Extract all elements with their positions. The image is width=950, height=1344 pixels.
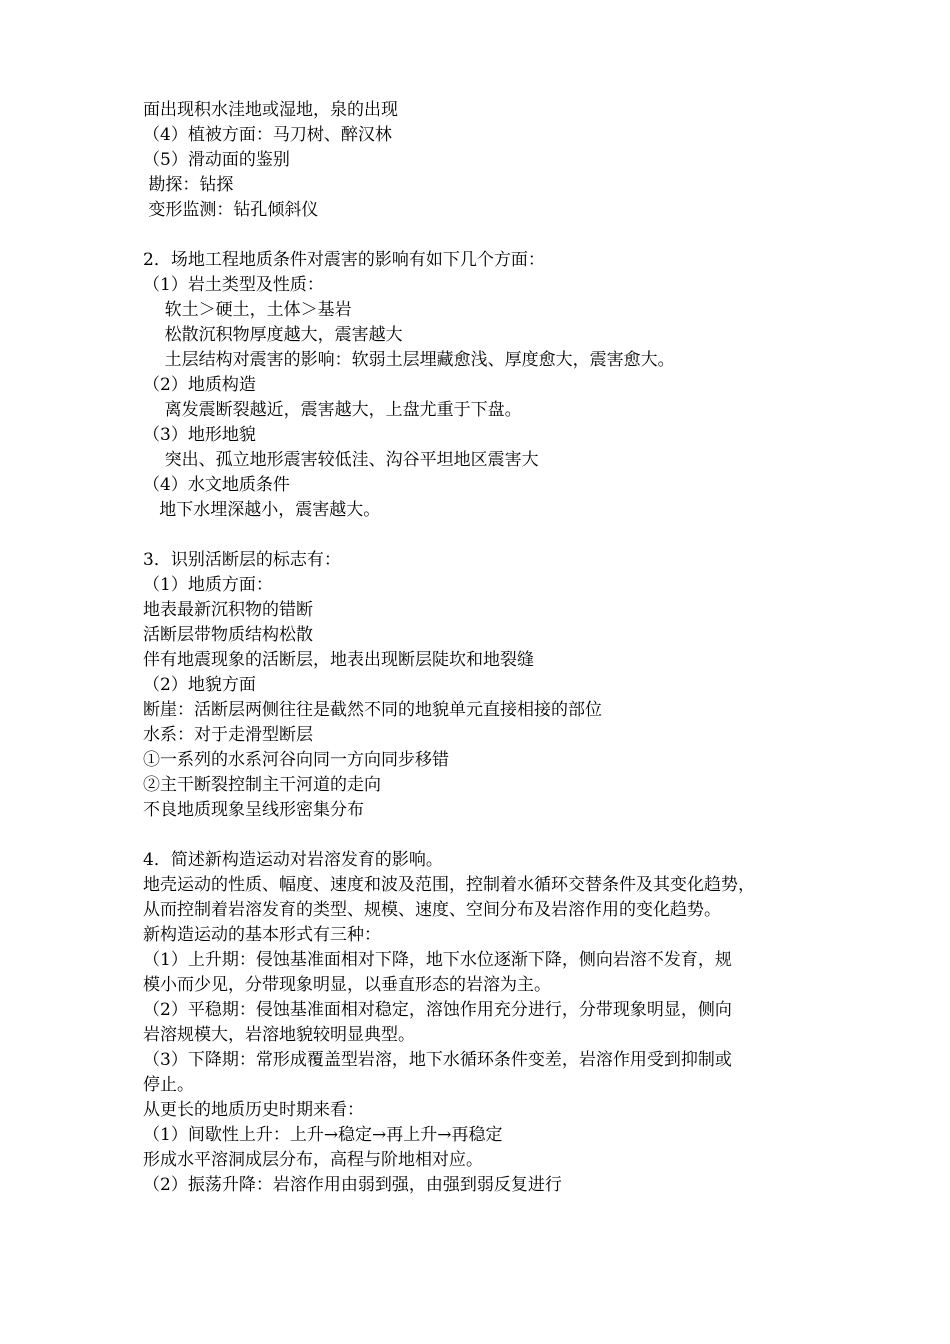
- text-line: 从而控制着岩溶发育的类型、规模、速度、空间分布及岩溶作用的变化趋势。: [143, 900, 721, 920]
- text-line: 停止。: [143, 1075, 194, 1095]
- section-heading: 2．场地工程地质条件对震害的影响有如下几个方面：: [143, 250, 545, 270]
- text-line: （3）地形地貌: [143, 425, 256, 445]
- text-line: 从更长的地质历史时期来看：: [143, 1100, 364, 1120]
- text-line: （1）间歇性上升：上升→稳定→再上升→再稳定: [143, 1125, 503, 1145]
- text-line: （3）下降期：常形成覆盖型岩溶，地下水循环条件变差，岩溶作用受到抑制或: [143, 1050, 732, 1070]
- section-heading: 3．识别活断层的标志有：: [143, 550, 341, 570]
- text-line: 地表最新沉积物的错断: [143, 600, 313, 620]
- text-line: 面出现积水洼地或湿地，泉的出现: [143, 100, 398, 120]
- text-line: （2）平稳期：侵蚀基准面相对稳定，溶蚀作用充分进行，分带现象明显，侧向: [143, 1000, 732, 1020]
- text-line: 不良地质现象呈线形密集分布: [143, 800, 364, 820]
- text-line: 变形监测：钻孔倾斜仪: [143, 200, 319, 220]
- text-line: 地壳运动的性质、幅度、速度和波及范围，控制着水循环交替条件及其变化趋势，: [143, 875, 755, 895]
- text-line: 岩溶规模大，岩溶地貌较明显典型。: [143, 1025, 415, 1045]
- text-line: 土层结构对震害的影响：软弱土层埋藏愈浅、厚度愈大，震害愈大。: [143, 350, 675, 370]
- text-line: 模小而少见，分带现象明显，以垂直形态的岩溶为主。: [143, 975, 551, 995]
- text-line: ②主干断裂控制主干河道的走向: [143, 775, 381, 795]
- text-line: 活断层带物质结构松散: [143, 625, 313, 645]
- text-line: 地下水埋深越小，震害越大。: [143, 500, 381, 520]
- text-line: （2）振荡升降：岩溶作用由弱到强，由强到弱反复进行: [143, 1175, 562, 1195]
- text-line: 伴有地震现象的活断层，地表出现断层陡坎和地裂缝: [143, 650, 534, 670]
- text-line: （2）地质构造: [143, 375, 256, 395]
- text-line: 水系：对于走滑型断层: [143, 725, 313, 745]
- text-line: 勘探：钻探: [143, 175, 234, 195]
- text-line: （5）滑动面的鉴别: [143, 150, 290, 170]
- text-line: 软土＞硬土，土体＞基岩: [143, 300, 352, 320]
- text-line: 离发震断裂越近，震害越大，上盘尤重于下盘。: [143, 400, 522, 420]
- text-line: 新构造运动的基本形式有三种：: [143, 925, 381, 945]
- text-line: 突出、孤立地形震害较低洼、沟谷平坦地区震害大: [143, 450, 539, 470]
- text-line: （1）地质方面：: [143, 575, 273, 595]
- text-line: 形成水平溶洞成层分布，高程与阶地相对应。: [143, 1150, 483, 1170]
- text-line: （1）上升期：侵蚀基准面相对下降，地下水位逐渐下降，侧向岩溶不发育，规: [143, 950, 732, 970]
- text-line: （2）地貌方面: [143, 675, 256, 695]
- text-line: 松散沉积物厚度越大，震害越大: [143, 325, 403, 345]
- text-line: 断崖：活断层两侧往往是截然不同的地貌单元直接相接的部位: [143, 700, 602, 720]
- text-line: （4）水文地质条件: [143, 475, 290, 495]
- text-line: （1）岩土类型及性质：: [143, 275, 324, 295]
- text-line: ①一系列的水系河谷向同一方向同步移错: [143, 750, 449, 770]
- section-heading: 4．简述新构造运动对岩溶发育的影响。: [143, 850, 443, 870]
- text-line: （4）植被方面：马刀树、醉汉林: [143, 125, 392, 145]
